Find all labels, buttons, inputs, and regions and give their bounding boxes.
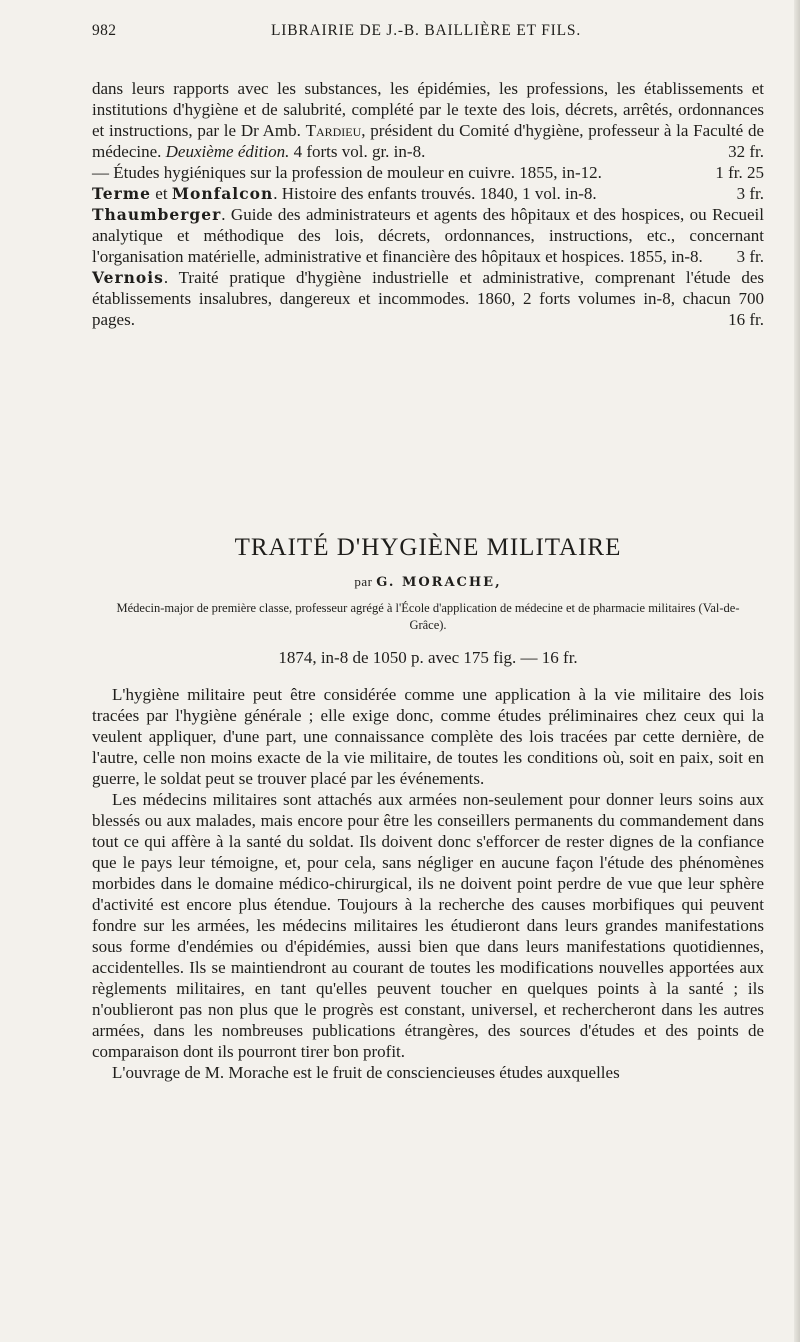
- entry-continuation: dans leurs rapports avec les substances, les épidémies, les professions, les établissements et institutions d'hygiène et de salubrité, complété par le texte des lois, décrets, arrêtés, ordonnances et instructions, par le Dr Amb. Tardieu, président du Comité d'hygiène, professeur à la Faculté de médecine. Deuxième édition. 4 forts vol. gr. in-8. 32 fr.: [92, 79, 764, 161]
- entry-thaumberger: Thaumberger. Guide des administrateurs et agents des hôpitaux et des hospices, ou Recueil analytique et méthodique des lois, décrets, ordonnances, instructions, etc., concernant l'organisation matérielle, administrative et financière des hôpitaux et hospices. 1855, in-8. 3 fr.: [92, 205, 764, 266]
- page-header: [92, 22, 760, 46]
- price: 32 fr.: [728, 142, 764, 161]
- author-vernois: Vernois: [92, 268, 164, 287]
- author-monfalcon: Monfalcon: [171, 184, 274, 203]
- author-thaumberger: Thaumberger: [92, 205, 222, 224]
- price: 3 fr.: [736, 184, 764, 203]
- publication-details: 1874, in-8 de 1050 p. avec 175 fig. — 16 fr.: [278, 648, 578, 667]
- paragraph-2: Les médecins militaires sont attachés aux armées non-seulement pour donner leurs soins aux blessés ou aux malades, mais encore pour être les conseillers permanents du commandement dans tout ce qui affère à la santé du soldat. Ils doivent donc s'efforcer de rester dignes de la confiance que le pays leur témoigne, et, pour cela, sans négliger en aucune façon l'étude des phénomènes morbides dans le domaine médico-chirurgical, ils ne doivent point perdre de vue que leur sphère d'activité est encore plus étendue. Toujours à la recherche des causes morbifiques qui peuvent fondre sur les armées, les médecins militaires les étudieront dans leurs grandes manifestations sous forme d'endémies ou d'épidémies, aussi bien que dans leurs manifestations quotidiennes, accidentelles. Ils se maintiendront au courant de toutes les modifications nouvelles apportées aux règlements militaires, en tant qu'elles peuvent toucher en quelques points à la santé ; ils n'oublieront pas non plus que le progrès est constant, universel, et rechercheront dans les autres armées, dans les nombreuses publications étrangères, des sources d'études et des points de comparaison dont ils pourront tirer bon profit.: [92, 790, 764, 1061]
- author-tardieu: Tardieu: [305, 121, 362, 140]
- entry-etudes: — Études hygiéniques sur la profession de mouleur en cuivre. 1855, in-12. 1 fr. 25: [92, 163, 764, 182]
- price: 3 fr.: [736, 247, 764, 266]
- book-title: TRAITÉ D'HYGIÈNE MILITAIRE: [234, 534, 622, 561]
- author-description: Médecin-major de première classe, professeur agrégé à l'École d'application de médecine et de pharmacie militaires (Val-de-Grâce).: [116, 601, 740, 632]
- page-number: 982: [92, 22, 117, 39]
- running-head: LIBRAIRIE DE J.-B. BAILLIÈRE ET FILS.: [270, 22, 581, 39]
- author-line: par G. MORACHE,: [354, 574, 502, 590]
- catalog-entries: [92, 78, 764, 330]
- paragraph-3: L'ouvrage de M. Morache est le fruit de consciencieuses études auxquelles: [112, 1063, 620, 1082]
- price: 16 fr.: [728, 310, 764, 329]
- entry-terme: Terme et Monfalcon. Histoire des enfants trouvés. 1840, 1 vol. in-8. 3 fr.: [92, 184, 764, 203]
- edition-note: Deuxième édition.: [165, 142, 290, 161]
- paragraph-1: L'hygiène militaire peut être considérée comme une application à la vie militaire des lois tracées par l'hygiène générale ; elle exige donc, comme études préliminaires chez ceux qui la veulent appliquer, d'une part, une connaissance complète des lois tracées par cette dernière, de l'autre, celle non moins exacte de la vie militaire, de toutes les conditions où, soit en paix, soit en guerre, le soldat peut se trouver placé par les événements.: [92, 685, 764, 788]
- author-name: G. MORACHE,: [376, 575, 502, 590]
- description-text: [92, 684, 764, 1083]
- entry-vernois: Vernois. Traité pratique d'hygiène industrielle et administrative, comprenant l'étude des établissements insalubres, dangereux et incommodes. 1860, 2 forts volumes in-8, chacun 700 pages. 16 fr.: [92, 268, 764, 329]
- page-edge: [794, 0, 800, 1342]
- book-announcement: [92, 534, 764, 668]
- author-terme: Terme: [92, 184, 152, 203]
- price: 1 fr. 25: [715, 163, 764, 182]
